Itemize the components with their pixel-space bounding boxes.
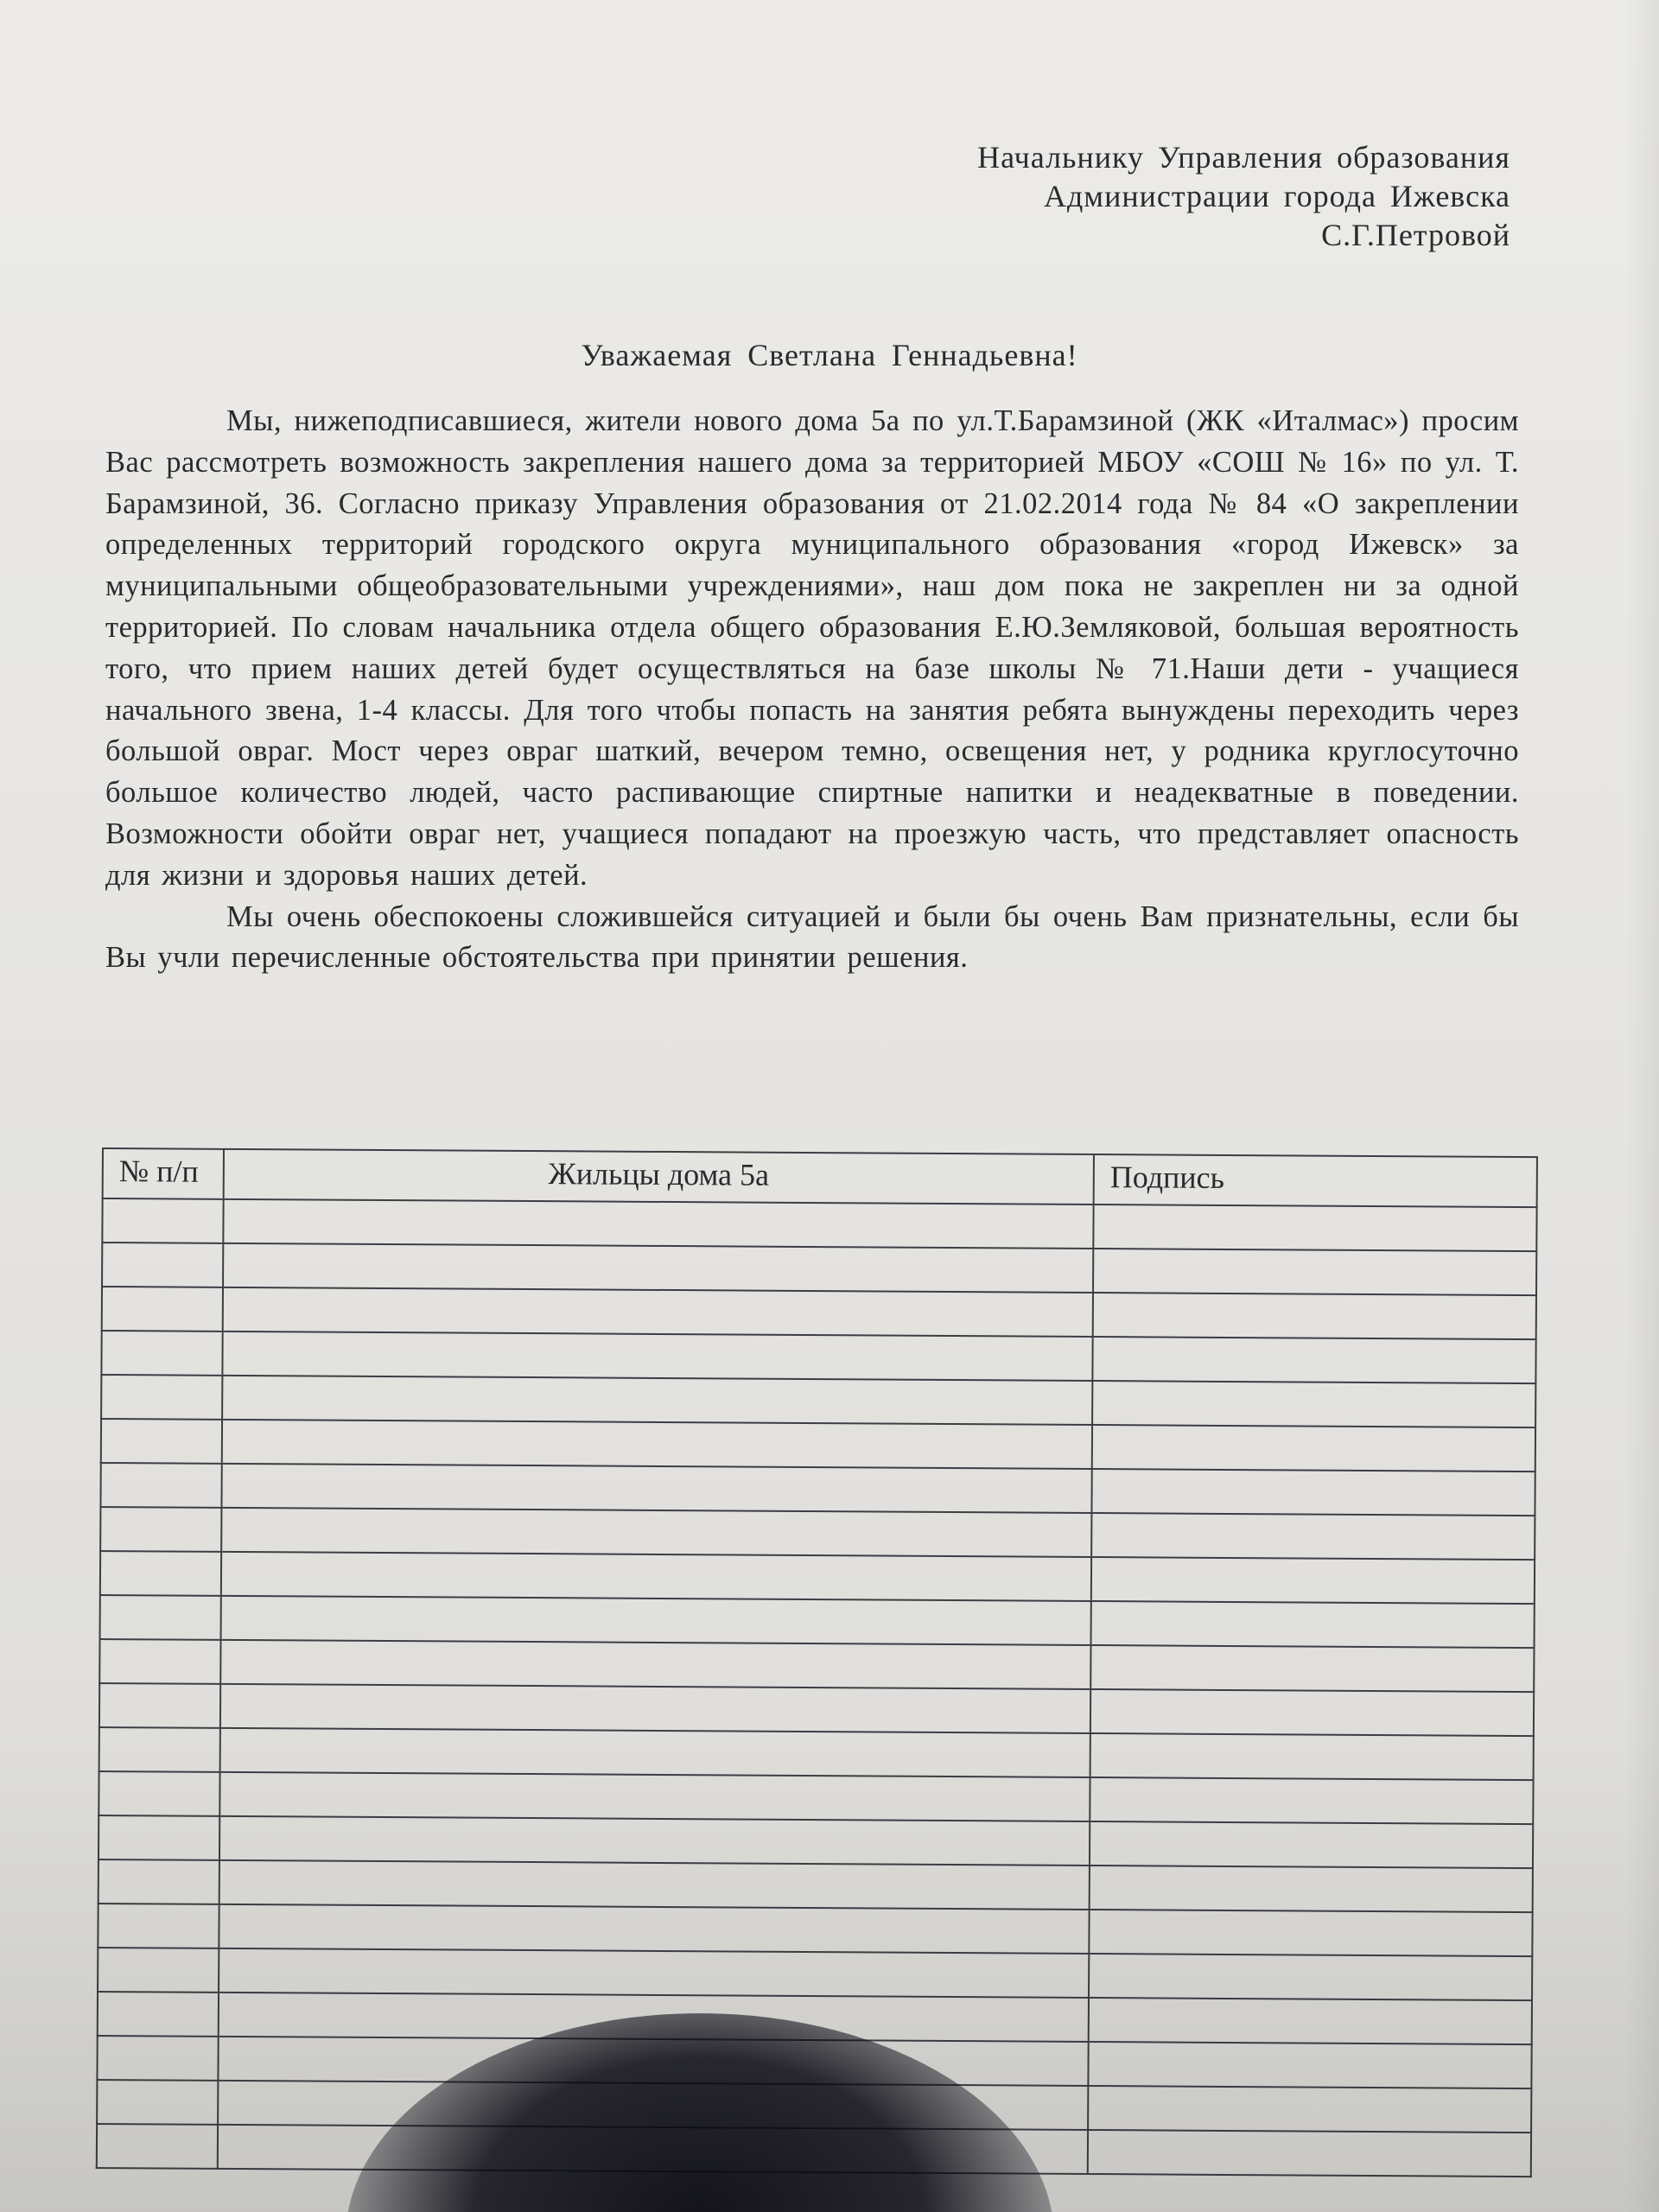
- cell-signature: [1092, 1381, 1535, 1427]
- letter-body: [105, 401, 1519, 979]
- cell-resident: [221, 1508, 1091, 1557]
- cell-resident: [222, 1332, 1092, 1381]
- addressee-block: [977, 138, 1510, 255]
- cell-resident: [222, 1420, 1092, 1469]
- cell-signature: [1091, 1469, 1535, 1516]
- cell-signature: [1093, 1249, 1536, 1295]
- cell-number: [101, 1331, 222, 1376]
- cell-number: [100, 1595, 221, 1640]
- cell-signature: [1090, 1645, 1534, 1692]
- cell-signature: [1092, 1425, 1535, 1471]
- cell-resident: [221, 1552, 1091, 1601]
- cell-number: [102, 1243, 223, 1287]
- paragraph-2: Мы очень обеспокоены сложившейся ситуацией и были бы очень Вам признательны, если бы Вы учли перечисленные обстоятельства при принятии решения.: [105, 899, 1519, 975]
- cell-resident: [221, 1596, 1091, 1645]
- cell-number: [101, 1375, 222, 1420]
- addressee-line-1: Начальнику Управления образования: [977, 140, 1510, 175]
- cell-resident: [221, 1464, 1091, 1513]
- paragraph-1: Мы, нижеподписавшиеся, жители нового дома 5а по ул.Т.Барамзиной (ЖК «Италмас») просим Вас рассмотреть возможность закрепления нашего дома за территорией МБОУ «СОШ № 16» по ул. Т. Барамзиной, 36. Согласно приказу Управления образования от 21.02.2014 года № 84 «О закреплении определенных территорий городского округа муниципального образования «город Ижевск» за муниципальными общеобразовательными учреждениями», наш дом пока не закреплен ни за одной территорией. По словам начальника отдела общего образования Е.Ю.Земляковой, большая вероятность того, что прием наших детей будет осуществляться на базе школы № 71.Наши дети - учащиеся начального звена, 1-4 классы. Для того чтобы попасть на занятия ребята вынуждены переходить через большой овраг. Мост через овраг шаткий, вечером темно, освещения нет, у родника круглосуточно большое количество людей, часто распивающие спиртные напитки и неадекватные в поведении. Возможности обойти овраг нет, учащиеся попадают на проезжую часть, что представляет опасность для жизни и здоровья наших детей.: [105, 404, 1519, 892]
- cell-number: [102, 1287, 223, 1332]
- cell-resident: [223, 1287, 1093, 1337]
- cell-signature: [1091, 1557, 1535, 1604]
- salutation: Уважаемая Светлана Геннадьевна!: [581, 338, 1078, 372]
- cell-number: [99, 1683, 220, 1728]
- header-number: № п/п: [103, 1148, 224, 1199]
- cell-number: [100, 1551, 221, 1596]
- cell-number: [100, 1507, 221, 1552]
- addressee-line-2: Администрации города Ижевска: [1043, 179, 1510, 213]
- cell-signature: [1093, 1293, 1536, 1339]
- cell-number: [99, 1639, 220, 1684]
- cell-number: [101, 1419, 222, 1464]
- cell-signature: [1093, 1205, 1536, 1251]
- addressee-line-3: С.Г.Петровой: [1321, 218, 1510, 252]
- cell-signature: [1092, 1337, 1535, 1383]
- cell-resident: [222, 1376, 1092, 1425]
- cell-resident: [220, 1640, 1090, 1689]
- cell-number: [102, 1198, 223, 1243]
- header-signature: Подпись: [1094, 1154, 1537, 1207]
- cell-number: [100, 1463, 221, 1508]
- cell-signature: [1091, 1601, 1535, 1648]
- cell-resident: [220, 1684, 1090, 1733]
- cell-resident: [223, 1243, 1093, 1293]
- header-residents: Жильцы дома 5а: [224, 1149, 1094, 1205]
- table-header-row: [103, 1148, 1537, 1207]
- cell-signature: [1091, 1513, 1535, 1560]
- cell-resident: [223, 1199, 1093, 1249]
